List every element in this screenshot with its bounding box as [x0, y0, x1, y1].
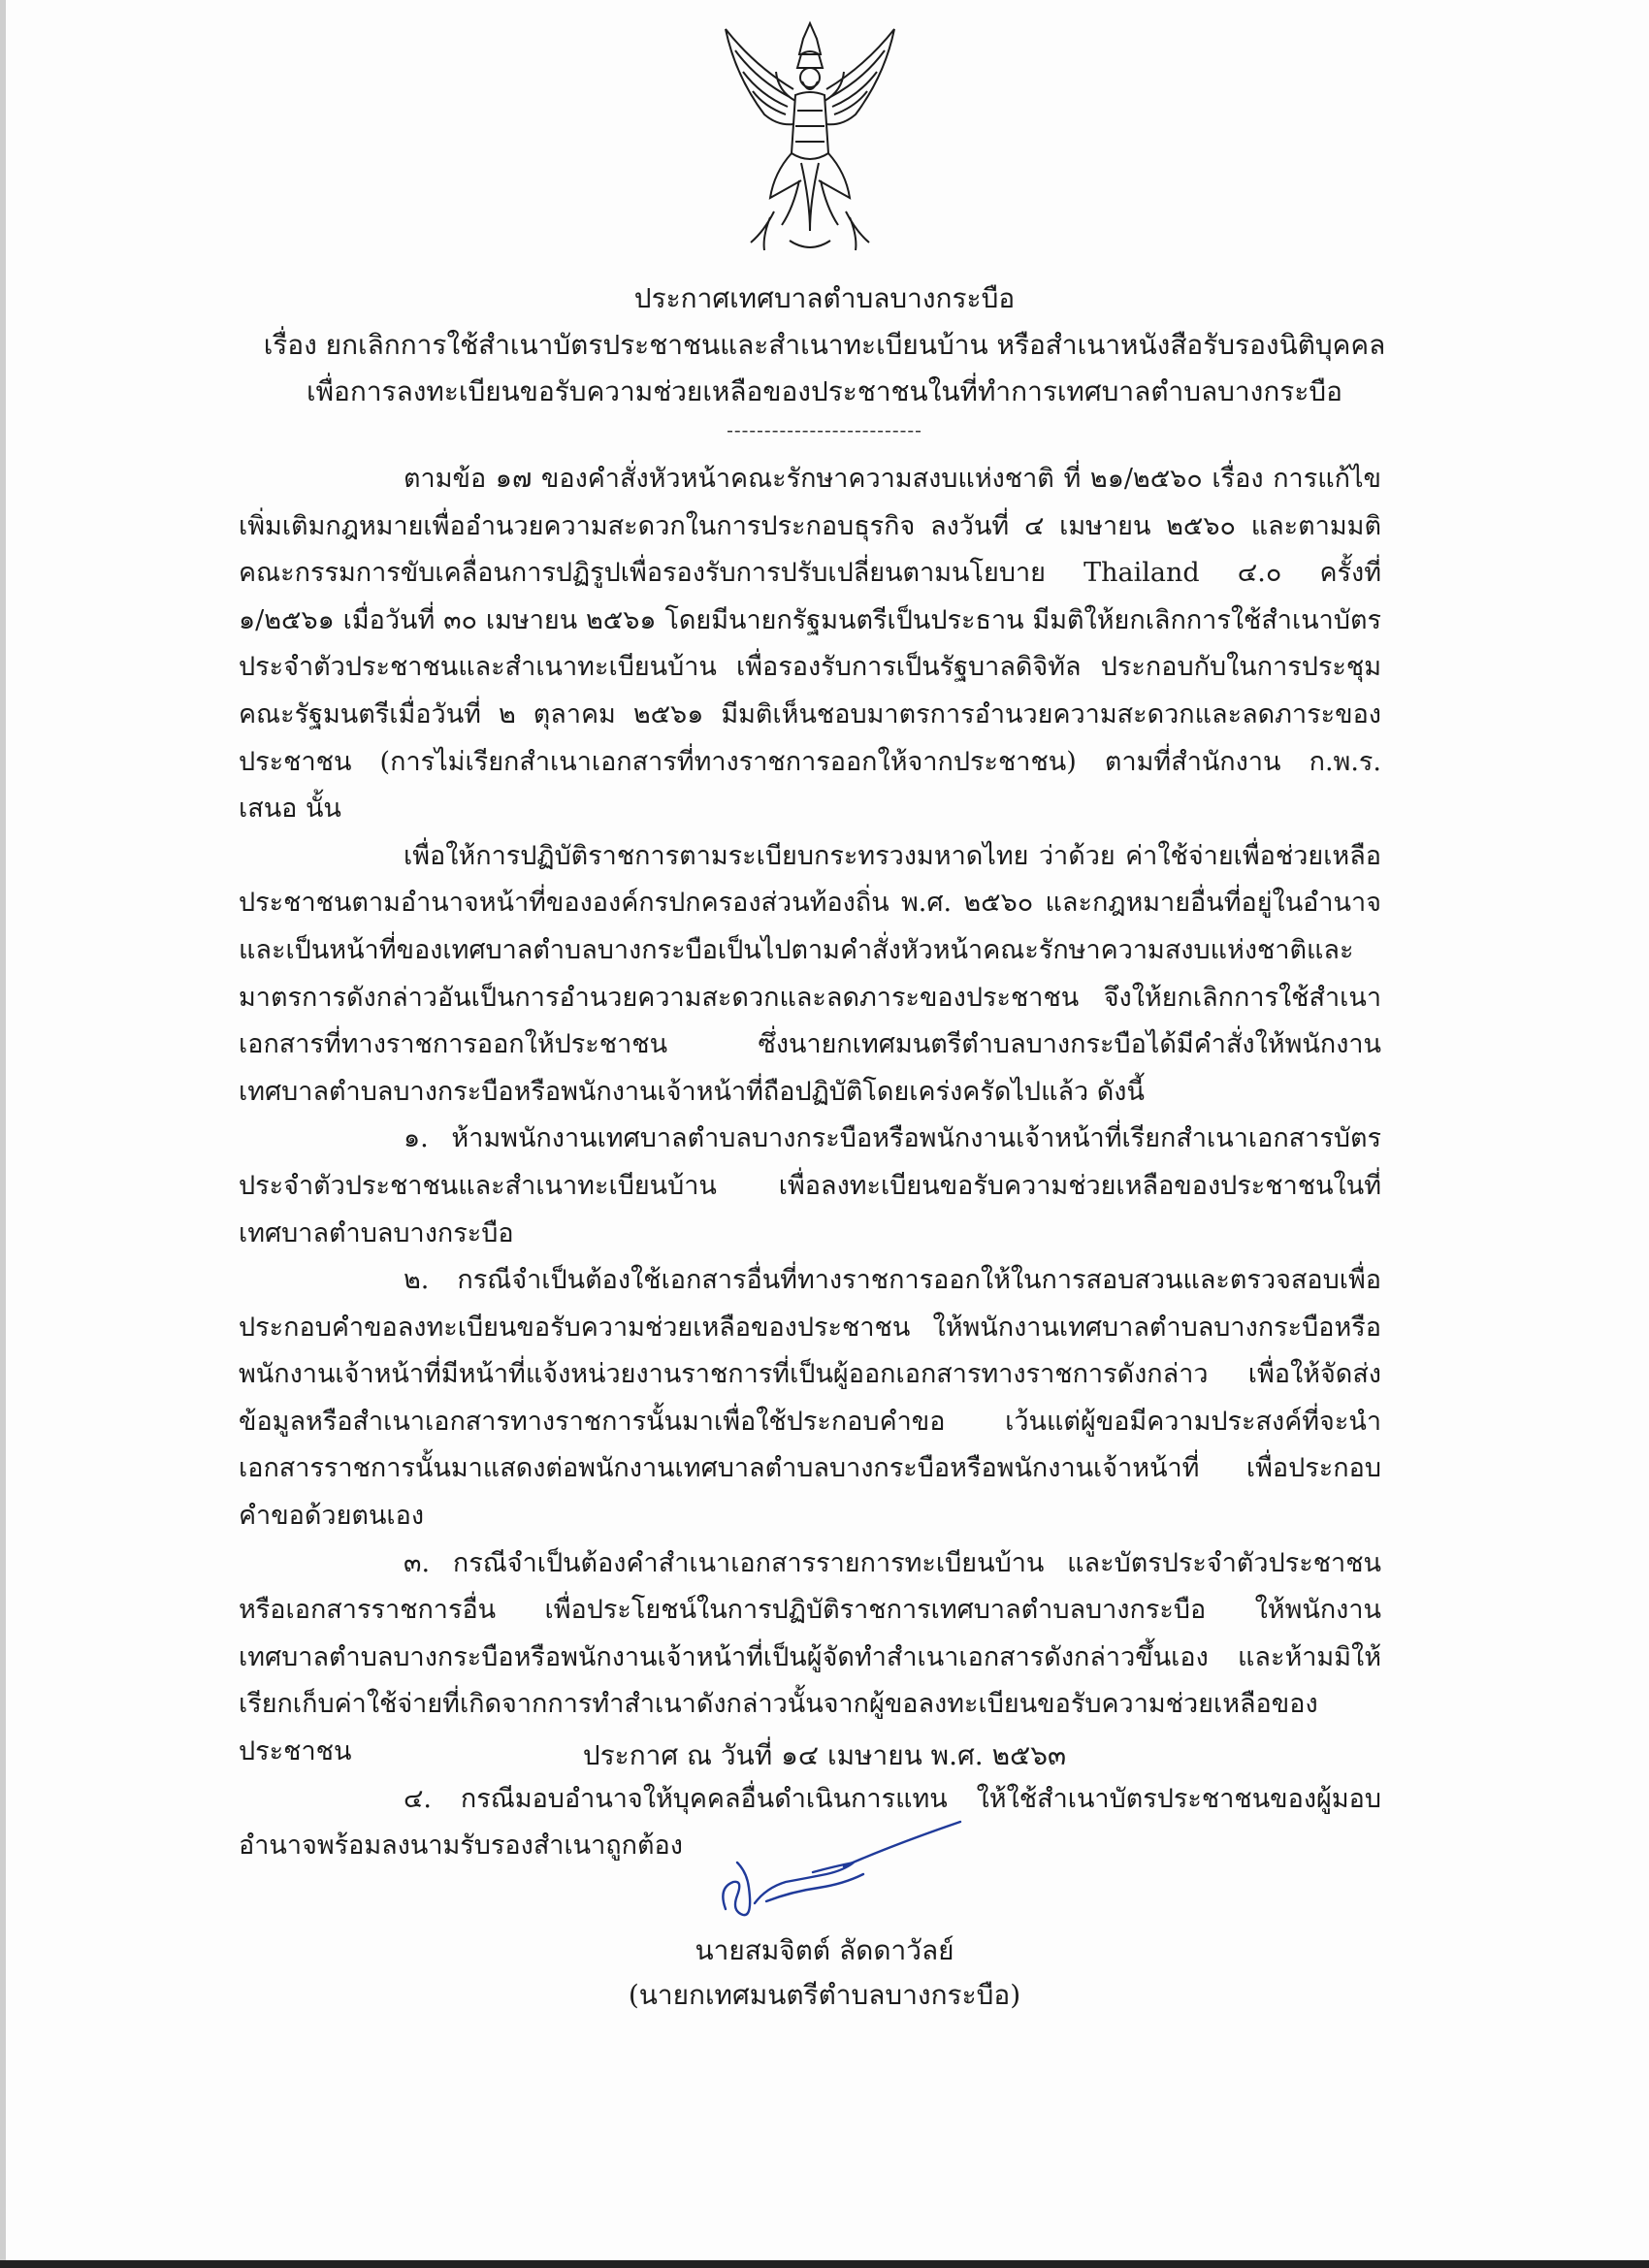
announcement-purpose: เพื่อการลงทะเบียนขอรับความช่วยเหลือของประชาชนในที่ทำการเทศบาลตำบลบางกระบือ — [307, 375, 1342, 407]
body-paragraph-legal-basis: ตามข้อ ๑๗ ของคำสั่งหัวหน้าคณะรักษาความสงบแห่งชาติ ที่ ๒๑/๒๕๖๐ เรื่อง การแก้ไขเพิ่มเติมกฎหมายเพื่ออำนวยความสะดวกในการประกอบธุรกิจ ลงวันที่ ๔ เมษายน ๒๕๖๐ และตามมติคณะกรรมการขับเคลื่อนการปฏิรูปเพื่อรองรับการปรับเปลี่ยนตามนโยบาย Thailand ๔.๐ ครั้งที่ ๑/๒๕๖๑ เมื่อวันที่ ๓๐ เมษายน ๒๕๖๑ โดยมีนายกรัฐมนตรีเป็นประธาน มีมติให้ยกเลิกการใช้สำเนาบัตรประจำตัวประชาชนและสำเนาทะเบียนบ้าน เพื่อรองรับการเป็นรัฐบาลดิจิทัล ประกอบกับในการประชุมคณะรัฐมนตรีเมื่อวันที่ ๒ ตุลาคม ๒๕๖๑ มีมติเห็นชอบมาตรการอำนวยความสะดวกและลดภาระของประชาชน (การไม่เรียกสำเนาเอกสารที่ทางราชการออกให้จากประชาชน) ตามที่สำนักงาน ก.พ.ร. เสนอ นั้น — [239, 464, 1381, 825]
signer-block — [485, 1928, 1164, 2018]
garuda-emblem — [706, 17, 914, 258]
scan-edge-left — [0, 0, 6, 2268]
announcement-org-title: ประกาศเทศบาลตำบลบางกระบือ — [633, 282, 1016, 314]
announcement-header — [146, 275, 1504, 444]
handwritten-signature — [698, 1795, 989, 1940]
body-paragraph-purpose: เพื่อให้การปฏิบัติราชการตามระเบียบกระทรวงมหาดไทย ว่าด้วย ค่าใช้จ่ายเพื่อช่วยเหลือประชาชนตามอำนาจหน้าที่ขององค์กรปกครองส่วนท้องถิ่น พ.ศ. ๒๕๖๐ และกฎหมายอื่นที่อยู่ในอำนาจและเป็นหน้าที่ของเทศบาลตำบลบางกระบือเป็นไปตามคำสั่งหัวหน้าคณะรักษาความสงบแห่งชาติและมาตรการดังกล่าวอันเป็นการอำนวยความสะดวกและลดภาระของประชาชน จึงให้ยกเลิกการใช้สำเนาเอกสารที่ทางราชการออกให้ประชาชน ซึ่งนายกเทศมนตรีตำบลบางกระบือได้มีคำสั่งให้พนักงานเทศบาลตำบลบางกระบือหรือพนักงานเจ้าหน้าที่ถือปฏิบัติโดยเคร่งครัดไปแล้ว ดังนี้ — [239, 840, 1381, 1107]
signer-title: (นายกเทศมนตรีตำบลบางกระบือ) — [628, 1979, 1021, 2011]
body-clause-1: ๑. ห้ามพนักงานเทศบาลตำบลบางกระบือหรือพนักงานเจ้าหน้าที่เรียกสำเนาเอกสารบัตรประจำตัวประชาชนและสำเนาทะเบียนบ้าน เพื่อลงทะเบียนขอรับความช่วยเหลือของประชาชนในที่เทศบาลตำบลบางกระบือ — [239, 1123, 1381, 1248]
signature-mark — [698, 1795, 989, 1940]
announcement-date: ประกาศ ณ วันที่ ๑๔ เมษายน พ.ศ. ๒๕๖๓ — [582, 1739, 1067, 1771]
announcement-body — [239, 456, 1381, 1870]
body-clause-3: ๓. กรณีจำเป็นต้องคำสำเนาเอกสารรายการทะเบียนบ้าน และบัตรประจำตัวประชาชนหรือเอกสารราชการอื่น เพื่อประโยชน์ในการปฏิบัติราชการเทศบาลตำบลบางกระบือ ให้พนักงานเทศบาลตำบลบางกระบือหรือพนักงานเจ้าหน้าที่เป็นผู้จัดทำสำเนาเอกสารดังกล่าวขึ้นเอง และห้ามมิให้เรียกเก็บค่าใช้จ่ายที่เกิดจากการทำสำเนาดังกล่าวนั้นจากผู้ขอลงทะเบียนขอรับความช่วยเหลือของประชาชน — [239, 1547, 1381, 1767]
body-clause-2: ๒. กรณีจำเป็นต้องใช้เอกสารอื่นที่ทางราชการออกให้ในการสอบสวนและตรวจสอบเพื่อประกอบคำขอลงทะเบียนขอรับความช่วยเหลือของประชาชน ให้พนักงานเทศบาลตำบลบางกระบือหรือพนักงานเจ้าหน้าที่มีหน้าที่แจ้งหน่วยงานราชการที่เป็นผู้ออกเอกสารทางราชการดังกล่าว เพื่อให้จัดส่งข้อมูลหรือสำเนาเอกสารทางราชการนั้นมาเพื่อใช้ประกอบคำขอ เว้นแต่ผู้ขอมีความประสงค์ที่จะนำเอกสารราชการนั้นมาแสดงต่อพนักงานเทศบาลตำบลบางกระบือหรือพนักงานเจ้าหน้าที่ เพื่อประกอบคำขอด้วยตนเอง — [239, 1265, 1381, 1532]
scan-edge-bottom — [0, 2260, 1649, 2268]
announcement-subject: เรื่อง ยกเลิกการใช้สำเนาบัตรประชาชนและสำเนาทะเบียนบ้าน หรือสำเนาหนังสือรับรองนิติบุคคล — [263, 329, 1386, 361]
body-clause-4: ๔. กรณีมอบอำนาจให้บุคคลอื่นดำเนินการแทน ให้ใช้สำเนาบัตรประชาชนของผู้มอบอำนาจพร้อมลงนามรับรองสำเนาถูกต้อง — [239, 1783, 1381, 1862]
garuda-emblem-icon — [706, 17, 914, 258]
header-separator: -------------------------- — [727, 418, 922, 441]
signer-name: นายสมจิตต์ ลัดดาวัลย์ — [695, 1934, 954, 1966]
